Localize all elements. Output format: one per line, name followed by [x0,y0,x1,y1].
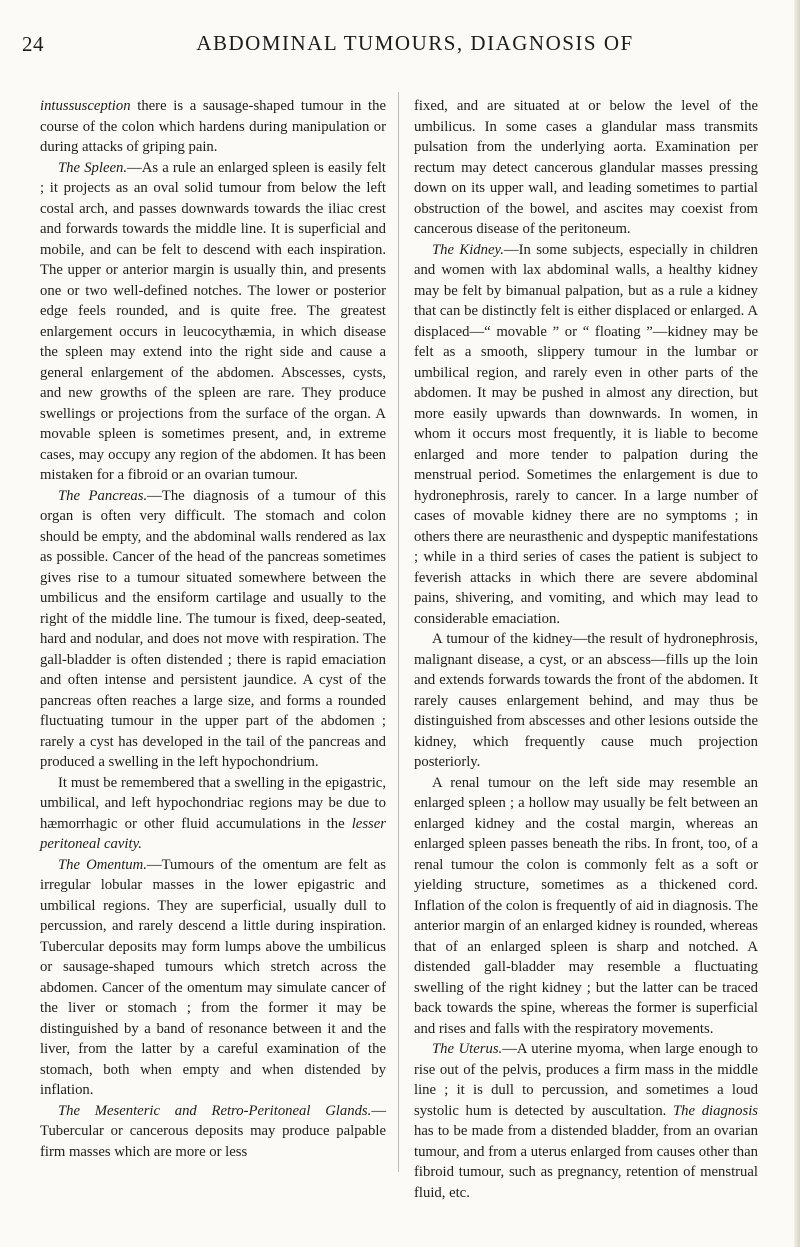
left-column [40,96,386,1162]
paragraph-pancreas [40,486,386,773]
paragraph-lesser-peritoneal [40,773,386,855]
paragraph-text: has to be made from a distended bladder, from an ovarian tumour, and from a uterus enlarged from causes other than fibroid tumour, such as pregnancy, retention of menstrual fluid, etc. [414,1123,758,1201]
paragraph-text: It must be remembered that a swelling in the epigastric, umbilical, and left hypochondriac regions may be due to hæmorrhagic or other fluid accumulations in the [40,774,386,832]
right-column [414,96,758,1203]
running-head: ABDOMINAL TUMOURS, DIAGNOSIS OF [196,31,634,55]
page-edge [794,0,800,1247]
heading-uterus: The Uterus. [432,1041,503,1057]
term-diagnosis: The diagnosis [673,1102,759,1119]
paragraph-text: there is a sausage-shaped tumour in the course of the colon which hardens during manipulation or during attacks of griping pain. [40,98,386,155]
heading-mesenteric: The Mesenteric and Retro-Peritoneal Glands. [58,1102,372,1119]
paragraph-omentum [40,855,386,1101]
paragraph-spleen [40,158,386,486]
paragraph-intussusception [40,96,386,158]
paragraph-kidney [414,240,758,630]
heading-pancreas: The Pancreas. [58,487,148,504]
term-intussusception: intussusception [40,98,131,114]
paragraph-text: —As a rule an enlarged spleen is easily felt ; it projects as an oval solid tumour from below the left costal arch, and passes downwards towards the iliac crest and forwards towards the middle line. It is superficial and mobile, and can be felt to descend with each inspiration. The upper or anterior margin is usually thin, and presents one or two well-defined notches. The lower or posterior edge feels rounded, and is quite free. The greatest enlargement occurs in leucocythæmia, in which disease the spleen may extend into the right side and cause a general enlargement of the abdomen. Abscesses, cysts, and new growths of the spleen are rare. They produce swellings or projections from the surface of the organ. A movable spleen is sometimes present, and, in extreme cases, may occupy any region of the abdomen. It has been mistaken for a fibroid or an ovarian tumour. [40,159,387,483]
paragraph-uterus [414,1039,758,1203]
paragraph-text: —Tumours of the omentum are felt as irregular lobular masses in the lower epigastric and umbilical regions. They are superficial, usually dull to percussion, and rarely descend a little during inspiration. Tubercular deposits may form lumps above the umbilicus or sausage-shaped tumours which stretch across the abdomen. Cancer of the omentum may simulate cancer of the liver or stomach ; from the former it may be distinguished by a band of resonance between it and the liver, from the latter by a careful examination of the stomach, both when empty and when distended by inflation. [40,856,386,1098]
heading-omentum: The Omentum. [58,856,147,873]
paragraph-text: —The diagnosis of a tumour of this organ is often very difficult. The stomach and colon should be empty, and the abdominal walls rendered as lax as possible. Cancer of the head of the pancreas sometimes gives rise to a tumour situated somewhere between the umbilicus and the ensiform cartilage and usually to the right of the middle line. The tumour is fixed, deep-seated, hard and nodular, and does not move with respiration. The gall-bladder is often distended ; there is rapid emaciation and often intense and persistent jaundice. A cyst of the pancreas often reaches a large size, and forms a rounded fluctuating tumour in the upper part of the abdomen ; rarely a cyst has developed in the tail of the pancreas and produced a swelling in the left hypochondrium. [40,487,386,770]
heading-kidney: The Kidney. [432,241,504,258]
term-lesser-peritoneal-cavity: lesser peritoneal cavity. [40,815,386,852]
paragraph-kidney-tumour: A tumour of the kidney—the result of hydronephrosis, malignant disease, a cyst, or an abscess—fills up the loin and extends forwards towards the front of the abdomen. It rarely causes enlargement behind, and may thus be distinguished from abscesses and other lesions outside the kidney, which frequently cause much projection posteriorly. [414,631,758,770]
column-divider [398,92,399,1172]
page-number: 24 [22,32,44,56]
paragraph-text: —A uterine myoma, when large enough to rise out of the pelvis, produces a firm mass in the middle line ; it is dull to percussion, and sometimes a loud systolic hum is detected by auscultation. [414,1041,759,1119]
paragraph-text: — Tubercular or cancerous deposits may produce palpable firm masses which are more or less [40,1102,386,1160]
heading-spleen: The Spleen. [58,159,128,176]
paragraph-mesenteric-continued: fixed, and are situated at or below the level of the umbilicus. In some cases a glandular mass transmits pulsation from the underlying aorta. Examination per rectum may detect cancerous glandular masses pressing down on its upper wall, and leading sometimes to partial obstruction of the bowel, and ascites may coexist from cancerous disease of the peritoneum. [414,98,758,237]
paragraph-text: —In some subjects, especially in children and women with lax abdominal walls, a healthy kidney may be felt by bimanual palpation, but as a rule a kidney that can be distinctly felt is either displaced or enlarged. A displaced—“ movable ” or “ floating ”—kidney may be felt as a smooth, slippery tumour in the lumbar or umbilical region, and rarely even in other parts of the abdomen. It may be pushed in almost any direction, but more easily upwards than downwards. In women, in whom it occurs most frequently, it is liable to become enlarged and more tender to palpation during the menstrual period. Sometimes the enlargement is due to hydronephrosis, rarely to cancer. In a large number of cases of movable kidney there are no symptoms ; in others there are neurasthenic and dyspeptic manifestations ; while in a third series of cases the patient is subject to feverish attacks in which there are severe abdominal pains, shivering, and vomiting, and which may lead to considerable emaciation. [414,241,759,627]
paragraph-renal-tumour: A renal tumour on the left side may resemble an enlarged spleen ; a hollow may usually be felt between an enlarged kidney and the costal margin, whereas an enlarged spleen passes beneath the ribs. In front, too, of a renal tumour the colon is commonly felt as a soft or yielding structure, sometimes as a thickened cord. Inflation of the colon is frequently of aid in diagnosis. The anterior margin of an enlarged kidney is rounded, whereas that of an enlarged spleen is sharp and notched. A distended gall-bladder may resemble a fluctuating swelling of the right kidney ; but the latter can be traced back towards the spine, whereas the former is superficial and rises and falls with the respiratory movements. [414,774,758,1037]
paragraph-mesenteric [40,1101,386,1163]
